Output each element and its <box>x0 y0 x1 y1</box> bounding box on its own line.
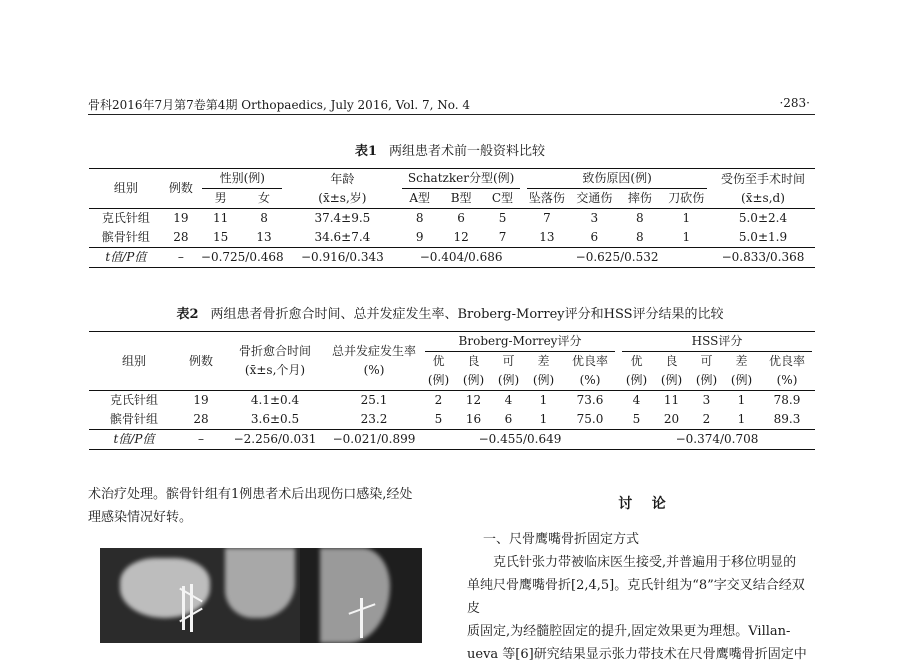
cell: 8 <box>636 230 644 244</box>
xray-wire <box>190 584 193 632</box>
t2-head-comp-unit: (%) <box>363 363 385 377</box>
cell: 6 <box>440 209 481 229</box>
cell: 克氏针组 <box>89 391 179 411</box>
cell: 28 <box>173 230 189 244</box>
table1 <box>89 168 815 268</box>
cell: −0.455/0.649 <box>421 430 619 450</box>
cell: 19 <box>179 391 223 411</box>
cell: 13 <box>539 230 555 244</box>
cell: −0.625/0.532 <box>523 248 711 268</box>
text-line: 质固定,为经髓腔固定的提升,固定效果更为理想。Villan- <box>467 624 791 639</box>
cell: 9 <box>415 230 424 244</box>
t2-head-hss <box>619 332 815 353</box>
t2-head-ke: 可 <box>502 354 515 368</box>
cell: 4 <box>619 391 654 411</box>
t2-head-bm <box>421 332 619 353</box>
xray-wire <box>360 598 363 638</box>
table2-title: 两组患者骨折愈合时间、总并发症发生率、Broberg-Morrey评分和HSS评分结果的比较 <box>210 307 724 322</box>
t2-head-ke: 可 <box>700 354 713 368</box>
t2-head-unit: (例) <box>497 373 520 387</box>
t1-head-fall-height: 坠落伤 <box>528 191 565 205</box>
t1-head-male: 男 <box>214 191 227 205</box>
cell: 4 <box>491 391 526 411</box>
t2-head-comp-text: 总并发症发生率 <box>331 344 416 358</box>
cell: – <box>179 430 223 450</box>
table-row-stat <box>89 248 815 268</box>
t2-head-bm-text: Broberg-Morrey评分 <box>425 332 615 352</box>
cell: 7 <box>498 230 507 244</box>
right-paragraph <box>467 551 817 666</box>
cell: 12 <box>453 230 469 244</box>
text-line: 术治疗处理。髌骨针组有1例患者术后出现伤口感染,经处 <box>88 487 413 502</box>
cell: 6 <box>590 230 599 244</box>
cell: 5.0±1.9 <box>738 230 788 244</box>
cell: 89.3 <box>773 412 801 426</box>
t2-head-you: 优 <box>630 354 643 368</box>
cell: 5 <box>434 412 443 426</box>
journal-info: 骨科2016年7月第7卷第4期 Orthopaedics, July 2016, Vol. 7, No. 4 <box>88 98 471 112</box>
xray-bone <box>320 548 390 643</box>
t2-head-liang: 良 <box>665 354 678 368</box>
page-number: ·283· <box>779 96 810 110</box>
table-row-stat <box>89 430 815 450</box>
t2-head-unit: (例) <box>695 373 718 387</box>
cell: 73.6 <box>561 391 619 411</box>
running-head <box>88 96 810 113</box>
t2-head-unit: (例) <box>660 373 683 387</box>
cell: 75.0 <box>576 412 604 426</box>
cell: −0.833/0.368 <box>711 248 815 268</box>
cell: 16 <box>465 412 482 426</box>
xray-bone <box>225 548 295 618</box>
discussion-heading <box>467 493 817 516</box>
cell: 2 <box>421 391 456 411</box>
cell: 8 <box>618 209 661 229</box>
t2-head-rate: 优良率 <box>768 354 805 368</box>
t2-head-heal-text: 骨折愈合时间 <box>238 344 311 358</box>
cell: −0.021/0.899 <box>327 430 421 450</box>
table-row <box>89 209 815 229</box>
cell: 7 <box>523 209 570 229</box>
cell: – <box>163 248 199 268</box>
t1-head-group: 组别 <box>89 169 163 209</box>
t1-head-count: 例数 <box>163 169 199 209</box>
cell: 5 <box>632 412 641 426</box>
t1-head-time-unit: (x̄±s,d) <box>741 191 785 205</box>
t2-head-unit: (例) <box>427 373 450 387</box>
cell: 78.9 <box>759 391 815 411</box>
t2-head-unit: (例) <box>462 373 485 387</box>
text-line: 理感染情况好转。 <box>88 510 193 525</box>
cell: −0.374/0.708 <box>619 430 815 450</box>
t2-head-liang: 良 <box>467 354 480 368</box>
table-row <box>89 410 815 430</box>
cell: 11 <box>654 391 689 411</box>
cell: 3.6±0.5 <box>250 412 300 426</box>
table1-label: 表1 <box>354 144 378 159</box>
discussion-title: 讨 论 <box>618 496 666 512</box>
table2-caption <box>0 303 900 322</box>
text-line: ueva 等[6]研究结果显示张力带技术在尺骨鹰嘴骨折固定中 <box>467 647 807 662</box>
t2-head-unit: (例) <box>625 373 648 387</box>
cell: 20 <box>663 412 680 426</box>
section-heading <box>483 528 823 551</box>
cell: 1 <box>526 391 561 411</box>
cell: 1 <box>737 412 746 426</box>
xray-figure <box>100 548 422 643</box>
t1-head-gender <box>199 169 286 190</box>
cell: −0.725/0.468 <box>199 248 286 268</box>
cell: 1 <box>539 412 548 426</box>
cell: 11 <box>199 209 242 229</box>
t2-head-hss-text: HSS评分 <box>622 332 812 352</box>
cell: 4.1±0.4 <box>223 391 327 411</box>
t1-head-age: 年龄 <box>286 169 399 190</box>
t1-head-age-unit: (x̄±s,岁) <box>318 191 367 205</box>
cell: 13 <box>256 230 272 244</box>
t1-head-cause-text: 致伤原因(例) <box>527 169 707 189</box>
xray-lateral-view <box>300 548 422 643</box>
cell: 23.2 <box>360 412 388 426</box>
t2-head-cha: 差 <box>735 354 748 368</box>
t1-head-traffic: 交通伤 <box>576 191 613 205</box>
cell: 15 <box>212 230 229 244</box>
table1-caption <box>0 140 900 159</box>
cell: −0.916/0.343 <box>286 248 399 268</box>
cell: 25.1 <box>327 391 421 411</box>
cell: 5 <box>482 209 523 229</box>
cell: 5.0±2.4 <box>711 209 815 229</box>
cell: 1 <box>682 230 691 244</box>
t1-head-gender-text: 性别(例) <box>202 169 282 189</box>
cell: 37.4±9.5 <box>286 209 399 229</box>
t1-head-schatzker <box>399 169 523 190</box>
t1-head-fall: 摔伤 <box>627 191 652 205</box>
text-line: 克氏针张力带被临床医生接受,并普遍用于移位明显的 <box>493 555 797 570</box>
cell: 3 <box>689 391 724 411</box>
cell: 34.6±7.4 <box>314 230 371 244</box>
table2 <box>89 331 815 450</box>
cell: 3 <box>571 209 618 229</box>
t1-head-female: 女 <box>258 191 271 205</box>
t1-head-time: 受伤至手术时间 <box>711 169 815 190</box>
t2-head-cha: 差 <box>537 354 550 368</box>
cell: −0.404/0.686 <box>399 248 523 268</box>
t1-head-cause <box>523 169 711 190</box>
left-paragraph <box>88 483 448 529</box>
table1-title: 两组患者术前一般资料比较 <box>389 144 546 159</box>
t2-head-rate-unit: (%) <box>776 373 798 387</box>
cell: −2.256/0.031 <box>223 430 327 450</box>
cell: 克氏针组 <box>89 209 163 229</box>
table-row <box>89 391 815 411</box>
cell: 髌骨针组 <box>109 412 158 426</box>
table2-label: 表2 <box>176 307 199 322</box>
t2-head-count: 例数 <box>179 332 223 391</box>
t1-head-knife: 刀砍伤 <box>668 191 705 205</box>
section-title: 一、尺骨鹰嘴骨折固定方式 <box>483 532 640 547</box>
t2-head-rate: 优良率 <box>571 354 608 368</box>
cell: t值/P值 <box>89 430 179 450</box>
xray-bone <box>120 558 210 618</box>
t1-head-type-b: B型 <box>450 191 472 205</box>
t2-head-heal <box>223 332 327 391</box>
table-row <box>89 228 815 248</box>
cell: 髌骨针组 <box>101 230 150 244</box>
cell: 8 <box>399 209 440 229</box>
text-line: 单纯尺骨鹰嘴骨折[2,4,5]。克氏针组为“8”字交叉结合经双皮 <box>467 578 805 616</box>
t2-head-you: 优 <box>432 354 445 368</box>
t2-head-group: 组别 <box>89 332 179 391</box>
cell: 1 <box>662 209 711 229</box>
cell: 8 <box>242 209 285 229</box>
cell: 28 <box>193 412 209 426</box>
t1-head-type-a: A型 <box>409 191 431 205</box>
t2-head-unit: (例) <box>532 373 555 387</box>
cell: 19 <box>163 209 199 229</box>
t2-head-rate-unit: (%) <box>579 373 601 387</box>
cell: 12 <box>456 391 491 411</box>
t1-head-schatzker-text: Schatzker分型(例) <box>402 169 520 189</box>
cell: 1 <box>724 391 759 411</box>
cell: t值/P值 <box>89 248 163 268</box>
t2-head-comp <box>327 332 421 391</box>
t2-head-unit: (例) <box>730 373 753 387</box>
t2-head-heal-unit: (x̄±s,个月) <box>244 363 306 377</box>
header-rule <box>88 114 815 115</box>
cell: 6 <box>504 412 513 426</box>
t1-head-type-c: C型 <box>491 191 514 205</box>
cell: 2 <box>702 412 711 426</box>
